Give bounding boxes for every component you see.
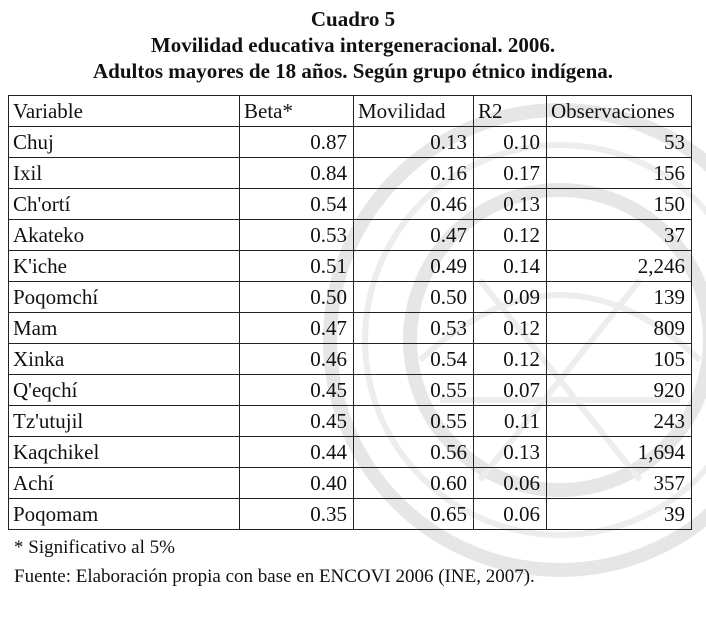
cell-beta: 0.45 (240, 406, 354, 437)
table-subtitle: Adultos mayores de 18 años. Según grupo étnico indígena. (92, 59, 614, 83)
cell-observaciones: 243 (547, 406, 692, 437)
cell-movilidad: 0.60 (354, 468, 474, 499)
cell-variable: Q'eqchí (9, 375, 240, 406)
cell-variable: Tz'utujil (9, 406, 240, 437)
cell-observaciones: 156 (547, 158, 692, 189)
cell-observaciones: 53 (547, 127, 692, 158)
cell-r2: 0.11 (474, 406, 547, 437)
cell-movilidad: 0.55 (354, 406, 474, 437)
cell-observaciones: 39 (547, 499, 692, 530)
cell-observaciones: 357 (547, 468, 692, 499)
cell-variable: Poqomchí (9, 282, 240, 313)
table-title: Movilidad educativa intergeneracional. 2006. (150, 33, 556, 57)
cell-beta: 0.51 (240, 251, 354, 282)
cell-r2: 0.12 (474, 220, 547, 251)
table-row (9, 375, 692, 406)
cell-variable: K'iche (9, 251, 240, 282)
cell-r2: 0.14 (474, 251, 547, 282)
header-row (9, 96, 692, 127)
cell-observaciones: 150 (547, 189, 692, 220)
cell-movilidad: 0.55 (354, 375, 474, 406)
table-number: Cuadro 5 (310, 7, 396, 31)
cell-beta: 0.46 (240, 344, 354, 375)
table-row (9, 344, 692, 375)
cell-r2: 0.12 (474, 313, 547, 344)
cell-observaciones: 37 (547, 220, 692, 251)
cell-movilidad: 0.54 (354, 344, 474, 375)
mobility-table (8, 95, 692, 530)
cell-observaciones: 1,694 (547, 437, 692, 468)
cell-beta: 0.40 (240, 468, 354, 499)
table-row (9, 220, 692, 251)
cell-beta: 0.45 (240, 375, 354, 406)
table-row (9, 282, 692, 313)
cell-beta: 0.54 (240, 189, 354, 220)
table-row (9, 499, 692, 530)
cell-movilidad: 0.65 (354, 499, 474, 530)
header-variable: Variable (9, 96, 240, 127)
header-r2: R2 (474, 96, 547, 127)
cell-beta: 0.50 (240, 282, 354, 313)
table-row (9, 468, 692, 499)
cell-r2: 0.06 (474, 468, 547, 499)
cell-variable: Chuj (9, 127, 240, 158)
cell-variable: Poqomam (9, 499, 240, 530)
cell-movilidad: 0.16 (354, 158, 474, 189)
header-movilidad: Movilidad (354, 96, 474, 127)
cell-r2: 0.09 (474, 282, 547, 313)
cell-observaciones: 139 (547, 282, 692, 313)
source-note: Fuente: Elaboración propia con base en ENCOVI 2006 (INE, 2007). (14, 566, 535, 587)
cell-observaciones: 2,246 (547, 251, 692, 282)
cell-movilidad: 0.56 (354, 437, 474, 468)
table-row (9, 158, 692, 189)
cell-variable: Ixil (9, 158, 240, 189)
cell-observaciones: 105 (547, 344, 692, 375)
cell-r2: 0.07 (474, 375, 547, 406)
table-row (9, 251, 692, 282)
table-row (9, 437, 692, 468)
cell-beta: 0.87 (240, 127, 354, 158)
cell-observaciones: 920 (547, 375, 692, 406)
cell-r2: 0.06 (474, 499, 547, 530)
cell-beta: 0.44 (240, 437, 354, 468)
cell-movilidad: 0.49 (354, 251, 474, 282)
cell-variable: Mam (9, 313, 240, 344)
cell-beta: 0.35 (240, 499, 354, 530)
cell-r2: 0.13 (474, 189, 547, 220)
cell-movilidad: 0.50 (354, 282, 474, 313)
cell-beta: 0.53 (240, 220, 354, 251)
cell-beta: 0.47 (240, 313, 354, 344)
table-notes (14, 533, 535, 591)
significance-note: * Significativo al 5% (14, 537, 175, 558)
table-row (9, 189, 692, 220)
cell-r2: 0.12 (474, 344, 547, 375)
cell-variable: Ch'ortí (9, 189, 240, 220)
cell-r2: 0.13 (474, 437, 547, 468)
cell-variable: Kaqchikel (9, 437, 240, 468)
title-block (0, 6, 706, 84)
cell-variable: Akateko (9, 220, 240, 251)
cell-beta: 0.84 (240, 158, 354, 189)
header-observaciones: Observaciones (547, 96, 692, 127)
cell-movilidad: 0.46 (354, 189, 474, 220)
table-row (9, 406, 692, 437)
cell-movilidad: 0.53 (354, 313, 474, 344)
cell-variable: Achí (9, 468, 240, 499)
cell-variable: Xinka (9, 344, 240, 375)
table-row (9, 127, 692, 158)
cell-movilidad: 0.13 (354, 127, 474, 158)
cell-r2: 0.10 (474, 127, 547, 158)
cell-observaciones: 809 (547, 313, 692, 344)
cell-r2: 0.17 (474, 158, 547, 189)
cell-movilidad: 0.47 (354, 220, 474, 251)
header-beta: Beta* (240, 96, 354, 127)
table-row (9, 313, 692, 344)
